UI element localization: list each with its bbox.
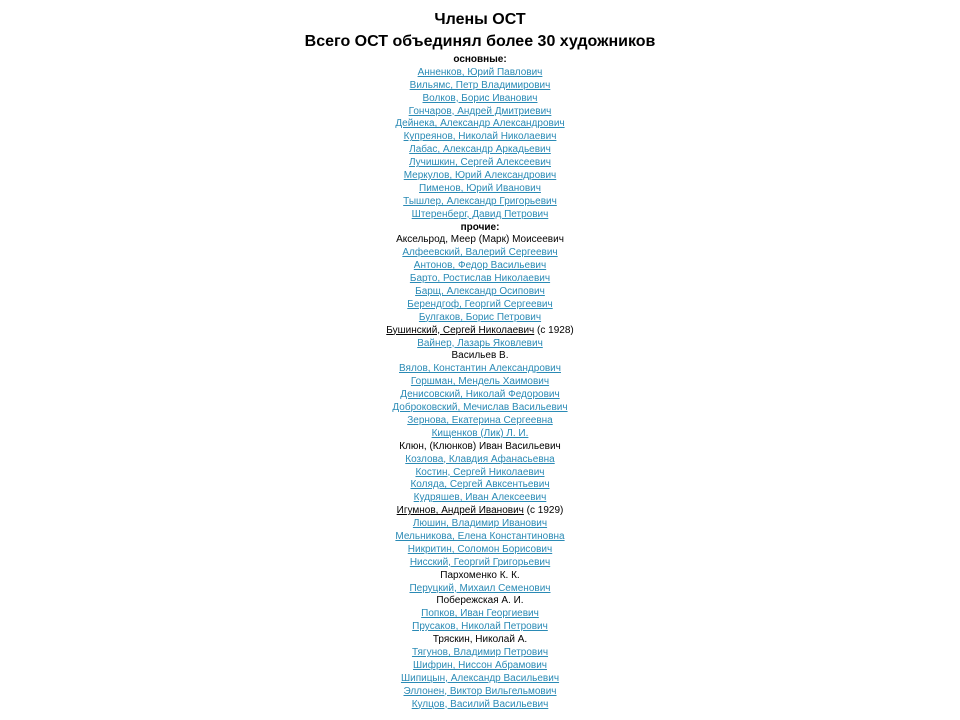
member-name: Аксельрод, Меер (Марк) Моисеевич xyxy=(396,234,564,246)
member-item xyxy=(0,583,960,596)
member-link[interactable]: Козлова, Клавдия Афанасьевна xyxy=(405,453,555,465)
member-link[interactable]: Костин, Сергей Николаевич xyxy=(415,466,545,478)
member-item xyxy=(0,131,960,144)
member-item xyxy=(0,376,960,389)
member-item xyxy=(0,93,960,106)
member-item xyxy=(0,467,960,480)
member-link[interactable]: Тышлер, Александр Григорьевич xyxy=(403,195,557,207)
member-link[interactable]: Алфеевский, Валерий Сергеевич xyxy=(402,247,558,259)
member-link[interactable]: Бушинский, Сергей Николаевич xyxy=(386,324,535,336)
member-item xyxy=(0,557,960,570)
member-link[interactable]: Дейнека, Александр Александрович xyxy=(395,118,565,130)
member-link[interactable]: Игумнов, Андрей Иванович xyxy=(396,505,524,517)
member-item xyxy=(0,209,960,222)
member-item xyxy=(0,80,960,93)
member-item xyxy=(0,608,960,621)
member-item xyxy=(0,363,960,376)
member-item xyxy=(0,647,960,660)
member-item xyxy=(0,312,960,325)
member-item xyxy=(0,699,960,712)
member-link[interactable]: Эллонен, Виктор Вильгельмович xyxy=(403,685,557,697)
member-item xyxy=(0,634,960,647)
member-item xyxy=(0,673,960,686)
member-item xyxy=(0,350,960,363)
member-name: Васильев В. xyxy=(451,350,509,362)
member-link[interactable]: Барщ, Александр Осипович xyxy=(415,286,545,298)
member-link[interactable]: Пименов, Юрий Иванович xyxy=(419,182,541,194)
section-label: прочие: xyxy=(460,221,500,233)
member-link[interactable]: Горшман, Мендель Хаимович xyxy=(410,376,550,388)
member-link[interactable]: Люшин, Владимир Иванович xyxy=(412,518,548,530)
member-item xyxy=(0,570,960,583)
member-link[interactable]: Доброковский, Мечислав Васильевич xyxy=(392,402,568,414)
member-link[interactable]: Попков, Иван Георгиевич xyxy=(421,608,539,620)
member-link[interactable]: Кудряшев, Иван Алексеевич xyxy=(413,492,547,504)
member-link[interactable]: Берендгоф, Георгий Сергеевич xyxy=(407,298,553,310)
member-item xyxy=(0,531,960,544)
member-link[interactable]: Лабас, Александр Аркадьевич xyxy=(409,144,551,156)
member-item xyxy=(0,234,960,247)
member-link[interactable]: Мельникова, Елена Константиновна xyxy=(395,530,565,542)
member-item xyxy=(0,183,960,196)
member-link[interactable]: Кищенков (Лик) Л. И. xyxy=(431,427,529,439)
member-link[interactable]: Лучишкин, Сергей Алексеевич xyxy=(408,157,552,169)
member-link[interactable]: Денисовский, Николай Федорович xyxy=(400,389,560,401)
member-item xyxy=(0,686,960,699)
member-item xyxy=(0,157,960,170)
member-item xyxy=(0,299,960,312)
member-item xyxy=(0,338,960,351)
member-item xyxy=(0,144,960,157)
member-link[interactable]: Анненков, Юрий Павлович xyxy=(417,66,543,78)
member-name: Тряскин, Николай А. xyxy=(432,634,528,646)
member-name: Побережская А. И. xyxy=(436,595,524,607)
member-item xyxy=(0,621,960,634)
member-item xyxy=(0,454,960,467)
member-link[interactable]: Никритин, Соломон Борисович xyxy=(407,543,553,555)
member-item xyxy=(0,479,960,492)
member-item xyxy=(0,260,960,273)
member-item xyxy=(0,196,960,209)
member-name: Пархоменко К. К. xyxy=(440,569,520,581)
membership-year-note: (с 1928) xyxy=(534,324,574,336)
members-list xyxy=(0,54,960,711)
member-link[interactable]: Шипицын, Александр Васильевич xyxy=(400,672,560,684)
member-link[interactable]: Вильямс, Петр Владимирович xyxy=(409,79,551,91)
member-link[interactable]: Шифрин, Ниссон Абрамович xyxy=(412,659,548,671)
member-item xyxy=(0,544,960,557)
member-link[interactable]: Прусаков, Николай Петрович xyxy=(412,621,548,633)
member-item xyxy=(0,402,960,415)
member-name: Клюн, (Клюнков) Иван Васильевич xyxy=(399,440,561,452)
member-link[interactable]: Купреянов, Николай Николаевич xyxy=(403,131,557,143)
member-link[interactable]: Барто, Ростислав Николаевич xyxy=(409,273,551,285)
member-item xyxy=(0,67,960,80)
member-item xyxy=(0,273,960,286)
member-item xyxy=(0,441,960,454)
member-link[interactable]: Вялов, Константин Александрович xyxy=(399,363,561,375)
member-link[interactable]: Перуцкий, Михаил Семенович xyxy=(409,582,551,594)
member-link[interactable]: Гончаров, Андрей Дмитриевич xyxy=(408,105,552,117)
member-link[interactable]: Меркулов, Юрий Александрович xyxy=(403,170,557,182)
member-item xyxy=(0,286,960,299)
member-link[interactable]: Вайнер, Лазарь Яковлевич xyxy=(417,337,543,349)
member-link[interactable]: Булгаков, Борис Петрович xyxy=(418,311,542,323)
member-link[interactable]: Тягунов, Владимир Петрович xyxy=(411,646,549,658)
member-item xyxy=(0,415,960,428)
member-item xyxy=(0,118,960,131)
member-link[interactable]: Зернова, Екатерина Сергеевна xyxy=(407,414,553,426)
member-link[interactable]: Антонов, Федор Васильевич xyxy=(413,260,547,272)
section-label: основные: xyxy=(453,54,507,65)
member-link[interactable]: Волков, Борис Иванович xyxy=(422,92,538,104)
member-link[interactable]: Коляда, Сергей Авксентьевич xyxy=(410,479,550,491)
member-item xyxy=(0,170,960,183)
member-item xyxy=(0,325,960,338)
member-item xyxy=(0,389,960,402)
member-item xyxy=(0,505,960,518)
member-item xyxy=(0,660,960,673)
member-link[interactable]: Кулцов, Василий Васильевич xyxy=(411,698,549,710)
page-title: Члены ОСТ xyxy=(434,11,526,28)
member-item xyxy=(0,492,960,505)
member-item xyxy=(0,106,960,119)
member-item xyxy=(0,518,960,531)
page-subtitle: Всего ОСТ объединял более 30 художников xyxy=(304,33,656,50)
member-item xyxy=(0,247,960,260)
member-link[interactable]: Нисский, Георгий Григорьевич xyxy=(409,556,551,568)
membership-year-note: (с 1929) xyxy=(523,505,564,517)
member-item xyxy=(0,428,960,441)
member-link[interactable]: Штеренберг, Давид Петрович xyxy=(411,208,549,220)
member-item xyxy=(0,595,960,608)
